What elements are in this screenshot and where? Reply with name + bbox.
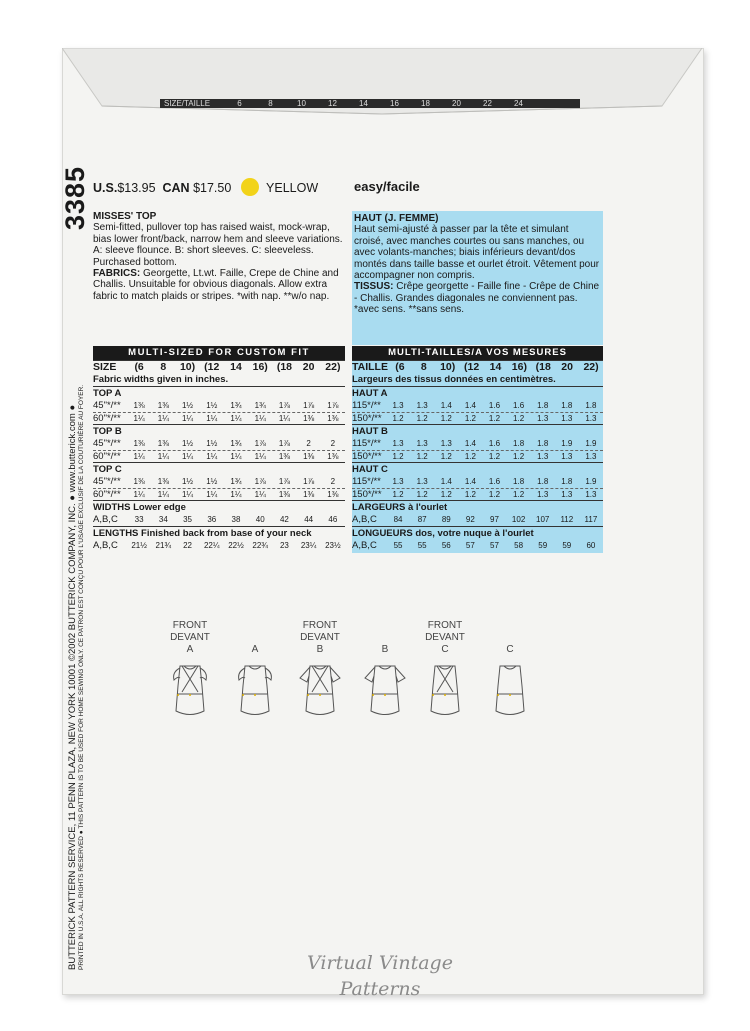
table-row [352,476,603,488]
sketch-label-front [480,620,540,632]
size-strip-value: 20 [452,99,461,108]
yardage-value: 1.8 [537,477,549,486]
yardage-value: 1.4 [440,477,452,486]
yardage-value: 36 [207,515,217,524]
yardage-value: 1.3 [561,451,573,461]
table-row [352,412,603,425]
fabric-width: A,B,C [93,514,118,525]
yardage-value: 92 [465,515,475,524]
size-strip-value: 6 [237,99,242,108]
yardage-value: 57 [490,540,499,550]
sketch-view-letter: B [316,644,324,655]
yardage-value: 1.8 [585,401,597,410]
sketch-view-letter: B [381,644,389,655]
table-row [352,488,603,501]
yardage-value: 1.3 [561,413,573,423]
yardage-value: 1⅞ [278,439,290,448]
garment-sketches [150,620,570,740]
yardage-value: 1¾ [230,401,242,410]
yardage-value: 1¼ [254,489,266,499]
top-sketch-icon [415,656,475,726]
color-dot-icon [241,178,259,196]
yardage-value: 33 [134,515,144,524]
yardage-value: 1¾ [230,439,242,448]
sketch-label-front: FRONT [302,620,338,631]
yardage-value: 1.8 [537,439,549,448]
yardage-value: 2 [306,439,311,448]
yardage-value: 1.6 [513,401,525,410]
size-strip-value: 16 [390,99,399,108]
size-value: (18 [276,361,293,373]
yardage-value: 1¼ [157,451,169,461]
yardage-value: 1.8 [537,401,549,410]
yardage-value: 1½ [181,401,194,410]
yardage-value: 1.4 [440,401,452,410]
yardage-value: 1.3 [585,489,597,499]
color-name: YELLOW [266,181,319,195]
size-value: (18 [535,361,551,373]
yardage-value: 1.2 [464,489,476,499]
fabric-width: 150*/** [352,412,382,424]
yardage-value: 1¼ [230,451,242,461]
yardage-value: 1¼ [230,413,242,423]
yardage-value: 89 [441,515,451,524]
yardage-value: 1¼ [278,413,290,423]
yardage-value: 1.2 [392,413,404,423]
size-value: 10) [179,361,196,373]
fabric-width: 150*/** [352,450,382,462]
yardage-value: 1¼ [181,451,194,461]
yardage-table-french [352,346,603,553]
lengths-heading: LONGUEURS dos, votre nuque à l'ourlet [352,526,603,540]
size-strip-value: 8 [268,99,273,108]
size-strip-value: 10 [297,99,306,108]
yardage-value: 1⅞ [303,477,315,486]
widths-heading: WIDTHS Lower edge [93,500,345,514]
yardage-value: 1¼ [133,451,145,461]
can-label: CAN [162,181,190,195]
yardage-value: 1¼ [133,489,145,499]
yardage-value: 23 [279,540,289,550]
yardage-value: 1¾ [254,401,266,410]
yardage-value: 1⅞ [327,401,339,410]
yardage-value: 1.3 [585,413,597,423]
yardage-value: 2 [330,439,336,448]
yardage-value: 1.9 [585,477,597,486]
top-sketch-icon [290,656,350,726]
yardage-value: 102 [511,515,526,524]
yardage-value: 1⅞ [278,401,290,410]
yardage-value: 1¼ [157,489,169,499]
yardage-value: 1.2 [392,451,404,461]
yardage-value: 57 [465,540,475,550]
yardage-value: 1.6 [488,401,501,410]
yardage-value: 55 [417,540,427,550]
yardage-value: 1⅜ [303,489,315,499]
lengths-row [352,540,603,552]
sketch-front-sleeve [290,620,350,730]
yardage-value: 59 [562,540,572,550]
yardage-value: 1.2 [440,451,452,461]
yardage-value: 1.2 [392,489,404,499]
sketch-label-front [225,620,285,632]
size-value: 22) [583,361,599,373]
fabric-width: 60"*/** [93,488,121,500]
top-sketch-icon [225,656,285,726]
difficulty-label: easy/facile [354,179,420,194]
yardage-value: 1½ [206,477,218,486]
table-row [93,438,345,450]
yardage-value: 1⅜ [327,451,339,461]
english-fabrics: Georgette, Lt.wt. Faille, Crepe de Chine and Challis. Unsuitable for obvious diagonals. Allow extra fabric to match plaids or stripes. *with nap. **w/o nap. [93,268,339,302]
yardage-value: 35 [183,515,192,524]
publisher-info [60,165,94,970]
table-row [352,438,603,450]
yardage-value: 40 [255,515,265,524]
top-sketch-icon [480,656,540,726]
yardage-value: 107 [536,515,550,524]
yardage-value: 1.2 [513,413,525,423]
english-title: MISSES' TOP [93,211,157,222]
yardage-value: 1.3 [561,489,573,499]
pattern-number: 3385 [60,165,90,230]
french-fabrics: Crêpe georgette - Faille fine - Crêpe de Chine - Challis. Grandes diagonales ne conviennent pas. *avec sens. **sans sens. [354,281,600,316]
size-strip-value: 24 [514,99,523,108]
yardage-value: 1.3 [537,451,549,461]
english-fabrics-label: FABRICS: [93,268,141,280]
yardage-value: 1.2 [416,489,428,499]
yardage-value: 97 [490,515,499,524]
yardage-value: 34 [158,515,168,524]
sketch-back-sleeveless [480,620,540,730]
sketch-label-front [355,620,415,632]
watermark [300,950,460,1002]
sketch-label-devant [225,632,285,644]
table-row [93,476,345,488]
yardage-value: 1⅜ [327,413,339,423]
table-row [352,450,603,463]
lengths-row [93,540,345,552]
table-header: MULTI-TAILLES/A VOS MESURES [352,346,603,360]
yardage-value: 1.2 [513,451,525,461]
size-strip-value: 14 [359,99,368,108]
yardage-value: 1⅜ [133,401,145,410]
sketch-back-sleeve [355,620,415,730]
yardage-value: 1.3 [537,413,549,423]
yardage-value: 1.2 [464,413,476,423]
fabric-width: 115*/** [352,438,381,449]
size-value: 14 [489,361,502,373]
yardage-value: 112 [560,515,574,524]
yardage-value: 23¼ [300,540,317,550]
view-heading: HAUT C [352,462,603,476]
yardage-value: 1⅜ [278,451,290,461]
yardage-value: 1⅜ [303,451,315,461]
yardage-value: 1¼ [181,413,194,423]
yardage-value: 1½ [181,477,194,486]
yardage-value: 60 [586,540,596,550]
fabric-width: A,B,C [352,514,377,525]
publisher-address: BUTTERICK PATTERN SERVICE, 11 PENN PLAZA, NEW YORK 10001 ©2002 BUTTERICK COMPANY, INC. ● www.butterick.com ● [67,404,78,970]
us-price: $13.95 [117,181,156,195]
size-value: 8 [160,361,167,373]
widths-heading: LARGEURS à l'ourlet [352,500,603,514]
fabric-width: 45"*/** [93,476,121,487]
sketch-label-devant: DEVANT [300,632,340,643]
sketch-view-letter: C [506,644,514,655]
us-label: U.S. [93,181,118,195]
view-heading: TOP A [93,386,345,400]
yardage-value: 1⅜ [133,439,145,448]
yardage-value: 1.8 [513,439,525,448]
yardage-value: 21½ [131,540,147,550]
yardage-value: 21¾ [155,540,172,550]
yardage-value: 1⅜ [157,401,169,410]
yardage-value: 1¾ [230,477,242,486]
yardage-value: 22¾ [252,540,268,550]
table-row [93,412,345,425]
size-value: 14 [230,361,242,373]
yardage-value: 1¼ [133,413,145,423]
french-fabrics-label: TISSUS: [354,281,394,293]
watermark-line-2: Patterns [339,978,421,1000]
yardage-value: 1.3 [392,401,404,410]
sketch-label-front: FRONT [427,620,463,631]
sketch-label-front: FRONT [172,620,208,631]
yardage-value: 1⅜ [278,489,290,499]
sketch-label-devant [480,632,540,644]
yardage-value: 1¼ [206,451,218,461]
yardage-value: 58 [514,540,524,550]
sketch-view-letter: A [186,644,194,655]
french-title: HAUT (J. FEMME) [354,213,439,224]
yardage-value: 1.2 [488,489,501,499]
yardage-value: 1⅞ [278,477,290,486]
size-strip-value: 22 [483,99,492,108]
yardage-value: 1⅞ [254,439,266,448]
yardage-value: 56 [441,540,451,550]
yardage-value: 59 [538,540,548,550]
size-strip-value: 18 [421,99,430,108]
copyright-notice: PRINTED IN U.S.A. ALL RIGHTS RESERVED ● THIS PATTERN IS TO BE USED FOR HOME SEWING ONLY. CE PATRON EST CONÇU POUR L'USAGE EXCLUSIF DE LA COUTURIÈRE AU FOYER. [78,384,85,970]
yardage-value: 1.8 [513,477,525,486]
envelope-flap [62,48,702,128]
yardage-value: 1.3 [416,477,428,486]
yardage-value: 22¼ [203,540,220,550]
widths-row [352,514,603,526]
size-value: 20 [561,361,573,373]
yardage-value: 1.3 [440,439,452,448]
size-value: 16) [511,361,527,373]
size-value: 8 [420,361,427,373]
size-value: 16) [252,361,268,373]
yardage-value: 1⅞ [254,477,266,486]
yardage-value: 1.4 [464,439,476,448]
price-line [93,178,318,196]
fabric-width: A,B,C [352,539,377,551]
size-value: (12 [204,361,220,373]
watermark-line-1: Virtual Vintage [307,952,453,974]
yardage-value: 1½ [206,439,218,448]
english-body: Semi-fitted, pullover top has raised waist, mock-wrap, bias lower front/back, narrow hem and sleeve variations. A: sleeve flounce. B: short sleeves. C: sleeveless. Purchased bottom. [93,222,343,268]
yardage-value: 1.3 [392,477,404,486]
fabric-width: A,B,C [93,539,118,551]
yardage-value: 23½ [325,540,341,550]
yardage-value: 1⅞ [303,401,315,410]
yardage-table-english [93,346,345,551]
yardage-value: 1½ [181,439,194,448]
yardage-value: 1¼ [254,451,266,461]
yardage-value: 117 [584,515,598,524]
yardage-value: 1.2 [440,413,452,423]
top-sketch-icon [160,656,220,726]
sketch-front-flounce [160,620,220,730]
sketch-view-letter: A [251,644,259,655]
fabric-width: 60"*/** [93,412,121,424]
yardage-value: 46 [328,515,338,524]
yardage-value: 1.2 [488,451,501,461]
size-value: (12 [463,361,480,373]
yardage-value: 1½ [206,401,218,410]
table-row [352,400,603,412]
yardage-value: 1¼ [206,489,218,499]
size-row [352,360,603,374]
fabric-width: 45"*/** [93,400,121,411]
yardage-value: 1.2 [416,451,428,461]
yardage-value: 1.2 [513,489,525,499]
yardage-value: 87 [417,515,427,524]
size-strip [160,99,580,108]
yardage-value: 1.6 [488,439,501,448]
sketch-label-devant: DEVANT [170,632,210,643]
yardage-value: 1⅜ [327,489,339,499]
sketch-view-letter: C [441,644,449,655]
size-label: TAILLE [352,361,388,373]
yardage-value: 1.4 [464,401,476,410]
yardage-value: 1.2 [464,451,476,461]
yardage-value: 2 [330,477,336,486]
yardage-value: 1⅜ [133,477,145,486]
yardage-value: 42 [279,515,289,524]
size-value: 10) [440,361,456,373]
size-value: (6 [134,361,144,373]
yardage-value: 1⅜ [157,439,169,448]
view-heading: HAUT B [352,424,603,438]
yardage-value: 1.8 [561,401,573,410]
yardage-value: 1¼ [157,413,169,423]
fabric-width: 60"*/** [93,450,121,462]
yardage-value: 1.9 [585,439,597,448]
fabric-width: 115*/** [352,476,381,487]
size-strip-label: SIZE/TAILLE [164,99,211,108]
size-value: (6 [395,361,405,373]
top-sketch-icon [355,656,415,726]
fabric-width: 115*/** [352,400,381,411]
yardage-value: 1.2 [440,489,452,499]
yardage-value: 1.3 [416,401,428,410]
size-strip-value: 12 [328,99,337,108]
yardage-value: 1.6 [488,477,501,486]
sketch-back-flounce [225,620,285,730]
sketch-front-sleeveless [415,620,475,730]
table-row [93,488,345,501]
french-body: Haut semi-ajusté à passer par la tête et simulant croisé, avec manches courtes ou sans manches, ou avec volants-manches; biais inférieurs devant/dos montés dans taille basse et ourlet étroit. Vêtement pour accompagner non compris. [354,224,600,282]
can-price: $17.50 [193,181,232,195]
yardage-value: 1.3 [416,439,428,448]
yardage-value: 1.3 [537,489,549,499]
yardage-value: 1¼ [254,413,266,423]
yardage-value: 22½ [228,540,244,550]
yardage-value: 1¼ [206,413,218,423]
yardage-value: 1.2 [416,413,428,423]
view-heading: TOP B [93,424,345,438]
yardage-value: 1⅜ [303,413,315,423]
sketch-label-devant [355,632,415,644]
view-heading: TOP C [93,462,345,476]
size-row [93,360,345,374]
fabric-width: 45"*/** [93,438,121,449]
table-header: MULTI-SIZED FOR CUSTOM FIT [93,346,345,360]
yardage-value: 22 [183,540,192,550]
fabric-width: 150*/** [352,488,382,500]
yardage-value: 1.3 [392,439,404,448]
yardage-value: 1.3 [585,451,597,461]
yardage-value: 84 [393,515,403,524]
table-row [93,400,345,412]
english-description [93,211,345,302]
french-description [352,211,603,345]
size-label: SIZE [93,361,117,373]
size-value: 22) [325,361,341,373]
lengths-heading: LENGTHS Finished back from base of your neck [93,526,345,540]
yardage-value: 1.2 [488,413,501,423]
yardage-value: 1.9 [561,439,573,448]
widths-row [93,514,345,526]
sketch-label-devant: DEVANT [425,632,465,643]
yardage-value: 38 [231,515,241,524]
yardage-value: 44 [304,515,314,524]
table-row [93,450,345,463]
view-heading: HAUT A [352,386,603,400]
fabric-width-note: Fabric widths given in inches. [93,374,229,385]
yardage-value: 1⅜ [157,477,169,486]
size-value: 20 [302,361,315,373]
yardage-value: 1¼ [230,489,242,499]
yardage-value: 1.4 [464,477,476,486]
yardage-value: 1.8 [561,477,573,486]
yardage-value: 1¼ [181,489,194,499]
fabric-width-note: Largeurs des tissus données en centimètres. [352,374,556,385]
yardage-value: 55 [393,540,403,550]
